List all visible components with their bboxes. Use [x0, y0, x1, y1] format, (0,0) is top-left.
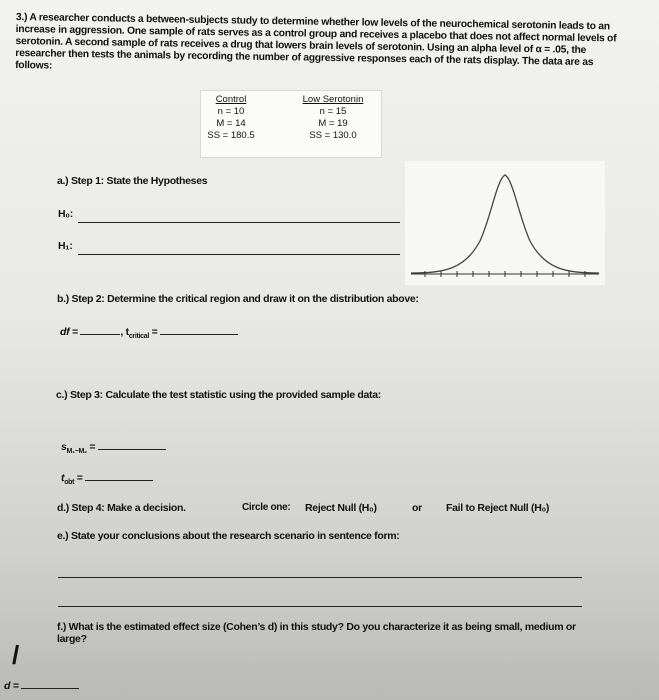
tcrit-label: , t	[120, 326, 129, 338]
sm-answer-line[interactable]	[98, 449, 166, 450]
tobt-row	[61, 472, 153, 486]
low-serotonin-column	[287, 94, 379, 142]
sm-subscript: M₁−M₂	[66, 448, 87, 456]
sm-label: s	[61, 441, 67, 453]
df-row	[60, 326, 238, 340]
control-header: Control	[215, 94, 247, 105]
tobt-equals: =	[74, 472, 83, 484]
d-answer-line[interactable]	[21, 688, 79, 689]
conclusion-line-1[interactable]	[58, 577, 582, 578]
tcrit-answer-line[interactable]	[160, 334, 238, 335]
step3-label: c.) Step 3: Calculate the test statistic using the provided sample data:	[56, 389, 381, 401]
conclusion-line-2[interactable]	[58, 606, 582, 607]
problem-intro: 3.) A researcher conducts a between-subjects study to determine whether low levels of the neurochemical serotonin leads to an increase in aggression. One sample of rats serves as a control group and receives a placebo that does not affect normal levels of serotonin. A second sample of rats receives a drug that lowers brain levels of serotonin. Using an alpha level of α = .05, the researcher then tests the animals by recording the number of aggressive responses each of the rats display. The data are as follows:	[15, 12, 617, 72]
h1-answer-line[interactable]	[78, 254, 400, 255]
tobt-answer-line[interactable]	[85, 480, 153, 481]
or-label: or	[412, 502, 422, 514]
distribution-graph	[405, 161, 605, 285]
step1-label: a.) Step 1: State the Hypotheses	[57, 175, 208, 187]
tcrit-equals: =	[149, 326, 158, 338]
step2-label: b.) Step 2: Determine the critical region and draw it on the distribution above:	[57, 293, 419, 305]
h1-label: H₁:	[58, 240, 73, 252]
step4-label: d.) Step 4: Make a decision.	[57, 502, 186, 514]
tobt-subscript: obt	[64, 479, 75, 487]
low-serotonin-n: n = 15	[319, 106, 347, 117]
h0-answer-line[interactable]	[78, 222, 400, 223]
data-table	[200, 90, 382, 158]
df-label: df =	[60, 326, 78, 338]
h0-label: H₀:	[58, 208, 73, 220]
handwritten-mark: /	[12, 640, 20, 670]
normal-curve-icon	[405, 161, 605, 285]
tobt-label: t	[61, 472, 65, 484]
d-label: d =	[4, 680, 19, 692]
reject-null-option[interactable]: Reject Null (H₀)	[305, 502, 377, 514]
sm-equals: =	[86, 441, 96, 453]
low-serotonin-ss: SS = 130.0	[309, 130, 357, 141]
df-answer-line[interactable]	[80, 334, 120, 335]
conclusion-label: e.) State your conclusions about the research scenario in sentence form:	[57, 530, 400, 542]
fail-to-reject-option[interactable]: Fail to Reject Null (H₀)	[446, 502, 550, 514]
d-row	[4, 680, 79, 692]
circle-one-label: Circle one:	[242, 502, 291, 513]
sm-row	[61, 441, 166, 455]
low-serotonin-m: M = 19	[318, 118, 348, 129]
low-serotonin-header: Low Serotonin	[302, 94, 364, 105]
effect-size-question: f.) What is the estimated effect size (Cohen’s d) in this study? Do you characterize it as being small, medium or large?	[57, 621, 576, 645]
tcrit-subscript: critical	[128, 333, 149, 341]
control-n: n = 10	[217, 106, 245, 117]
control-column	[203, 94, 259, 142]
control-m: M = 14	[216, 118, 246, 129]
control-ss: SS = 180.5	[207, 130, 255, 141]
